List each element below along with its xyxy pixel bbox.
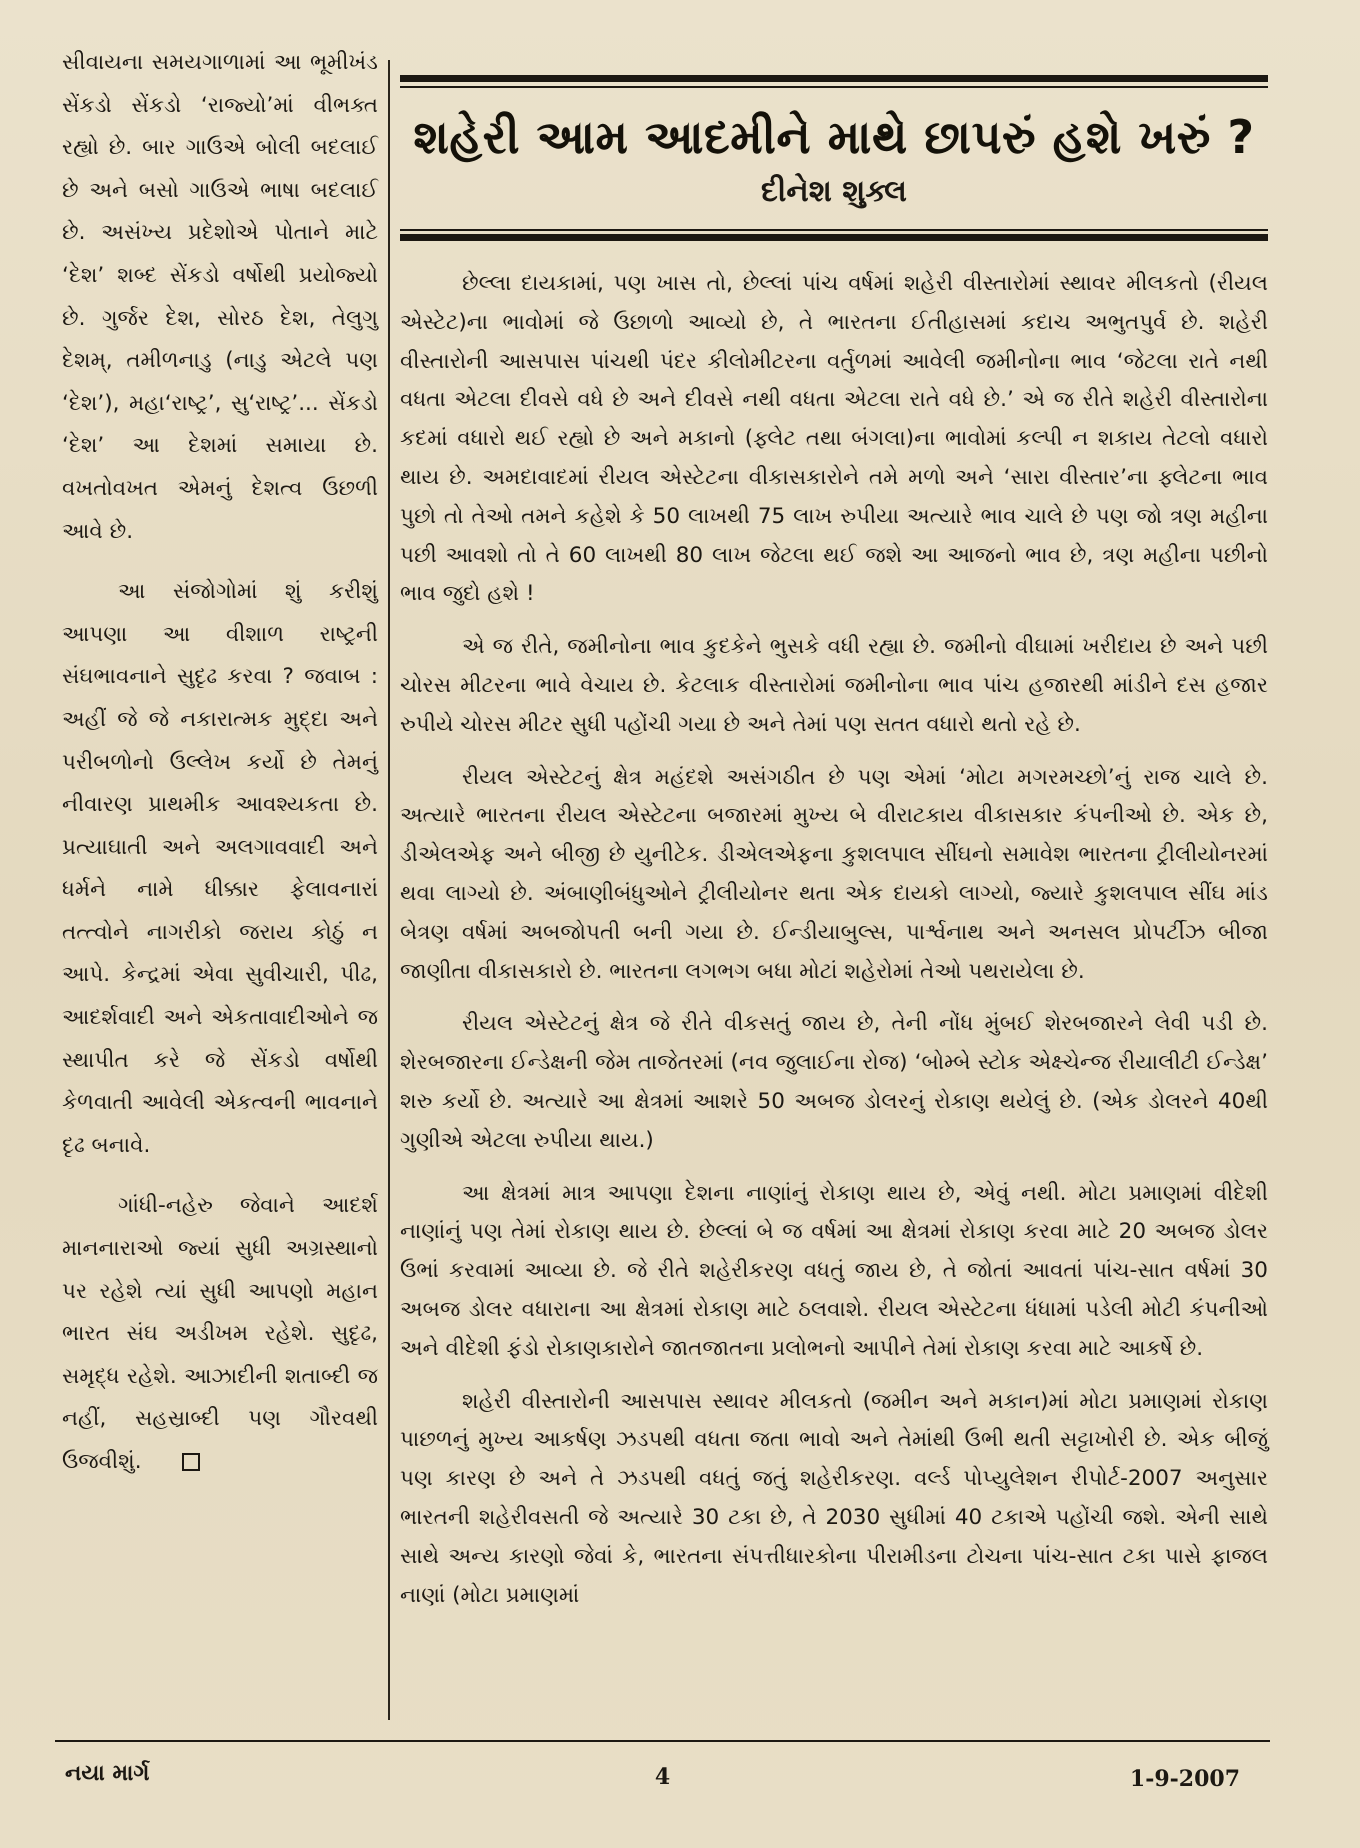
article-paragraph-4: રીયલ એસ્ટેટનું ક્ષેત્ર જે રીતે વીકસતું જાય છે, તેની નોંધ મુંબઈ શેરબજારને લેવી પડી છે. શેરબજારના ઈન્ડેક્ષની જેમ તાજેતરમાં (નવ જુલાઈના રોજ) ‘બોમ્બે સ્ટોક એક્ષ્ચેન્જ રીયાલીટી ઈન્ડેક્ષ’ શરુ કર્યો છે. અત્યારે આ ક્ષેત્રમાં આશરે 50 અબજ ડોલરનું રોકાણ થયેલું છે. (એક ડોલરને 40થી ગુણીએ એટલા રુપીયા થાય.) <box>400 1011 1268 1153</box>
article-paragraph-5: આ ક્ષેત્રમાં માત્ર આપણા દેશના નાણાંનું રોકાણ થાય છે, એવું નથી. મોટા પ્રમાણમાં વીદેશી નાણાંનું પણ તેમાં રોકાણ થાય છે. છેલ્લાં બે જ વર્ષમાં આ ક્ષેત્રમાં રોકાણ કરવા માટે 20 અબજ ડોલર ઉભાં કરવામાં આવ્યા છે. જે રીતે શહેરીકરણ વધતું જાય છે, તે જોતાં આવતાં પાંચ-સાત વર્ષમાં 30 અબજ ડોલર વધારાના આ ક્ષેત્રમાં રોકાણ માટે ઠલવાશે. રીયલ એસ્ટેટના ધંધામાં પડેલી મોટી કંપનીઓ અને વીદેશી ફંડો રોકાણકારોને જાતજાતના પ્રલોભનો આપીને તેમાં રોકાણ કરવા માટે આકર્ષે છે. <box>400 1180 1268 1361</box>
left-paragraph-2: આ સંજોગોમાં શું કરીશું આપણા આ વીશાળ રાષ્ટ્રની સંઘભાવનાને સુદૃઢ કરવા ? જવાબ : અહીં જે જે નકારાત્મક મુદ્દા અને પરીબળોનો ઉલ્લેખ કર્યો છે તેમનું નીવારણ પ્રાથમીક આવશ્યકતા છે. પ્રત્યાઘાતી અને અલગાવવાદી અને ધર્મને નામે ધીક્કાર ફેલાવનારાં તત્ત્વોને નાગરીકો જરાય કોઠું ન આપે. કેન્દ્રમાં એવા સુવીચારી, પીઢ, આદર્શવાદી અને એકતાવાદીઓને જ સ્થાપીત કરે જે સેંકડો વર્ષોથી કેળવાતી આવેલી એકત્વની ભાવનાને દૃઢ બનાવે. <box>62 579 378 1158</box>
article-paragraph-1: છેલ્લા દાયકામાં, પણ ખાસ તો, છેલ્લાં પાંચ વર્ષમાં શહેરી વીસ્તારોમાં સ્થાવર મીલકતો (રીયલ એસ્ટેટ)ના ભાવોમાં જે ઉછાળો આવ્યો છે, તે ભારતના ઈતીહાસમાં કદાચ અભુતપુર્વ છે. શહેરી વીસ્તારોની આસપાસ પાંચથી પંદર કીલોમીટરના વર્તુળમાં આવેલી જમીનોના ભાવ ‘જેટલા રાતે નથી વધતા એટલા દીવસે વધે છે અને દીવસે નથી વધતા એટલા રાતે વધે છે.’ એ જ રીતે શહેરી વીસ્તારોના કદમાં વધારો થઈ રહ્યો છે અને મકાનો (ફ્લેટ તથા બંગલા)ના ભાવોમાં કલ્પી ન શકાય તેટલો વધારો થાય છે. અમદાવાદમાં રીયલ એસ્ટેટના વીકાસકારોને તમે મળો અને ‘સારા વીસ્તાર’ના ફ્લેટના ભાવ પુછો તો તેઓ તમને કહેશે કે 50 લાખથી 75 લાખ રુપીયા અત્યારે ભાવ ચાલે છે પણ જો ત્રણ મહીના પછી આવશો તો તે 60 લાખથી 80 લાખ જેટલા થઈ જશે આ આજનો ભાવ છે, ત્રણ મહીના પછીનો ભાવ જુદો હશે ! <box>400 271 1268 607</box>
page-number: 4 <box>654 1764 671 1790</box>
end-of-article-icon <box>182 1453 200 1471</box>
article-paragraph-2: એ જ રીતે, જમીનોના ભાવ કુદકેને ભુસકે વધી રહ્યા છે. જમીનો વીઘામાં ખરીદાય છે અને પછી ચોરસ મીટરના ભાવે વેચાય છે. કેટલાક વીસ્તારોમાં જમીનોના ભાવ પાંચ હજારથી માંડીને દસ હજાર રુપીયે ચોરસ મીટર સુધી પહોંચી ગયા છે અને તેમાં પણ સતત વધારો થતો રહે છે. <box>400 634 1268 737</box>
article-author: દીનેશ શુક્લ <box>761 174 907 209</box>
headline-top-rule-thin <box>400 86 1268 88</box>
publication-name: નયા માર્ગ <box>65 1760 150 1786</box>
footer-rule <box>55 1740 1270 1742</box>
article-body <box>400 265 1268 1615</box>
headline-top-rule <box>400 75 1268 82</box>
column-divider <box>388 60 390 1720</box>
article-headline: શહેરી આમ આદમીને માથે છાપરું હશે ખરું ? <box>413 110 1255 164</box>
byline-bottom-rule-thin <box>400 229 1268 231</box>
page-footer <box>55 1760 1270 1800</box>
issue-date: 1-9-2007 <box>1129 1766 1240 1792</box>
left-paragraph-1: સીવાયના સમયગાળામાં આ ભૂમીખંડ સેંકડો સેંકડો ‘રાજ્યો’માં વીભક્ત રહ્યો છે. બાર ગાઉએ બોલી બદલાઈ છે અને બસો ગાઉએ ભાષા બદલાઈ છે. અસંખ્ય પ્રદેશોએ પોતાને માટે ‘દેશ’ શબ્દ સેંકડો વર્ષોથી પ્રયોજ્યો છે. ગુર્જર દેશ, સોરઠ દેશ, તેલુગુ દેશમ્, તમીળનાડુ (નાડુ એટલે પણ ‘દેશ’), મહા‘રાષ્ટ્ર’, સુ‘રાષ્ટ્ર’... સેંકડો ‘દેશ’ આ દેશમાં સમાયા છે. વખતોવખત એમનું દેશત્વ ઉછળી આવે છે. <box>62 50 378 544</box>
left-paragraph-3 <box>62 1185 378 1483</box>
byline-bottom-rule <box>400 234 1268 241</box>
left-column <box>62 42 378 1732</box>
article-paragraph-3: રીયલ એસ્ટેટનું ક્ષેત્ર મહંદશે અસંગઠીત છે પણ એમાં ‘મોટા મગરમચ્છો’નું રાજ ચાલે છે. અત્યારે ભારતના રીયલ એસ્ટેટના બજારમાં મુખ્ય બે વીરાટકાય વીકાસકાર કંપનીઓ છે. એક છે, ડીએલએફ અને બીજી છે યુનીટેક. ડીએલએફના કુશલપાલ સીંઘનો સમાવેશ ભારતના ટ્રીલીયોનરમાં થવા લાગ્યો છે. અંબાણીબંધુઓને ટ્રીલીયોનર થતા એક દાયકો લાગ્યો, જ્યારે કુશલપાલ સીંઘ માંડ બેત્રણ વર્ષમાં અબજોપતી બની ગયા છે. ઈન્ડીયાબુલ્સ, પાર્શ્વનાથ અને અનસલ પ્રોપર્ટીઝ બીજા જાણીતા વીકાસકારો છે. ભારતના લગભગ બધા મોટાં શહેરોમાં તેઓ પથરાયેલા છે. <box>400 764 1268 984</box>
article-column <box>400 75 1268 1735</box>
article-paragraph-6: શહેરી વીસ્તારોની આસપાસ સ્થાવર મીલકતો (જમીન અને મકાન)માં મોટા પ્રમાણમાં રોકાણ પાછળનું મુખ્ય આકર્ષણ ઝડપથી વધતા જતા ભાવો અને તેમાંથી ઉભી થતી સટ્ટાખોરી છે. એક બીજું પણ કારણ છે અને તે ઝડપથી વધતું જતું શહેરીકરણ. વર્લ્ડ પોપ્યુલેશન રીપોર્ટ-2007 અનુસાર ભારતની શહેરીવસતી જે અત્યારે 30 ટકા છે, તે 2030 સુધીમાં 40 ટકાએ પહોંચી જશે. એની સાથે સાથે અન્ય કારણો જેવાં કે, ભારતના સંપત્તીધારકોના પીરામીડના ટોચના પાંચ-સાત ટકા પાસે ફાજલ નાણાં (મોટા પ્રમાણમાં <box>400 1388 1268 1608</box>
left-paragraph-3-text: ગાંધી-નહેરુ જેવાને આદર્શ માનનારાઓ જ્યાં સુધી અગ્રસ્થાનો પર રહેશે ત્યાં સુધી આપણો મહાન ભારત સંઘ અડીખમ રહેશે. સુદૃઢ, સમૃદ્ધ રહેશે. આઝાદીની શતાબ્દી જ નહીં, સહસ્રાબ્દી પણ ગૌરવથી ઉજવીશું. <box>62 1193 378 1474</box>
